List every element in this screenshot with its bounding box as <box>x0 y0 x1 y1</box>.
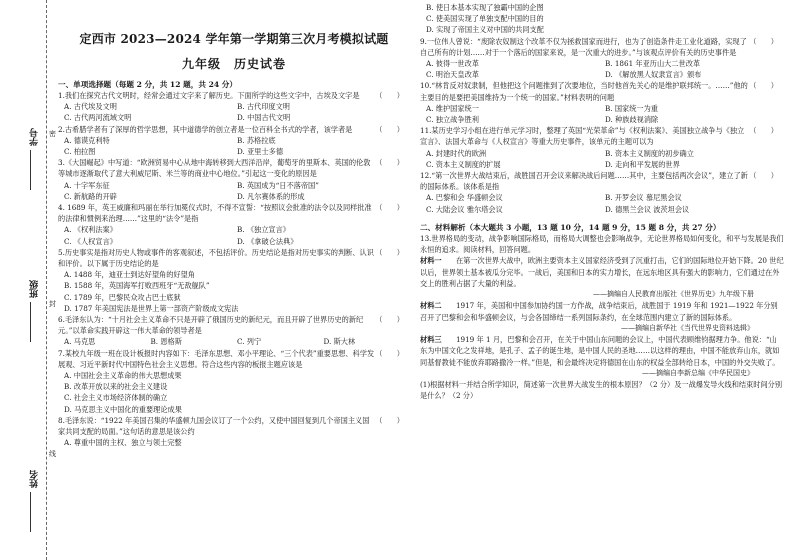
option-group <box>420 2 784 36</box>
answer-option[interactable]: D. 实现了帝国主义对中国的共同支配 <box>426 25 544 35</box>
seal-char-2: 封 <box>49 300 56 308</box>
answer-option[interactable]: A. 巴黎和会 华盛顿会议 <box>426 193 503 203</box>
left-column-body <box>58 79 410 449</box>
answer-option[interactable]: A. 彼得一世改革 <box>426 59 479 69</box>
question-text: (1)根据材料一并结合所学知识，简述第一次世界大战发生的根本原因？（2 分）及一战爆发导火线和结束时间分别是什么？（2 分） <box>420 379 783 401</box>
option-group <box>420 103 784 125</box>
answer-option[interactable]: A. 德谟克利特 <box>64 135 110 145</box>
question-stem <box>58 348 410 370</box>
question-stem <box>420 170 784 192</box>
answer-option[interactable]: D. 中国古代文明 <box>237 113 291 123</box>
answer-option[interactable]: B. 资本主义制度的初步确立 <box>605 148 694 158</box>
answer-option[interactable]: C. 明治天皇改革 <box>426 70 479 80</box>
right-column <box>420 2 784 401</box>
answer-option[interactable]: C. 大陆会议 雅尔塔会议 <box>426 204 503 214</box>
answer-option[interactable]: D. 斯大林 <box>323 337 356 347</box>
question-text: 4. 1689 年，英王威廉和玛丽在举行加冕仪式时，不得不宣誓：“按照议会批准的法令以及同样批准的法律和惯例来治理……”这里的“法令”是指 <box>58 203 372 224</box>
question-text: 8.毛泽东说：“1922 年美国召集的华盛顿九国会议订了一个公约，又使中国回复到几个帝国主义国家共同支配的局面。”这句话的意思是该公约 <box>58 415 370 437</box>
answer-option[interactable]: C. 柏拉图 <box>64 147 96 157</box>
material-label: 材料二 <box>420 301 442 311</box>
answer-paren[interactable]: （ ） <box>749 81 778 91</box>
answer-option[interactable]: D. 马克思主义中国化的重要理论成果 <box>64 404 182 414</box>
left-column <box>58 0 410 449</box>
right-column-body <box>420 2 784 401</box>
answer-option[interactable]: D. 亚里士多德 <box>237 147 284 157</box>
answer-option[interactable]: A. 马克思 <box>64 337 96 347</box>
question-text: 5.历史事实是指对历史人物或事件的客观叙述，不包括评价。历史结论是指对历史事实的判断、认识和评价。以下属于历史结论的是 <box>58 247 374 269</box>
question-stem <box>420 80 784 102</box>
answer-option[interactable]: D. 1787 年美国宪法是世界上第一部资产阶级成文宪法 <box>64 303 239 313</box>
answer-paren[interactable]: （ ） <box>375 158 404 168</box>
material-text: 在第一次世界大战中，欧洲主要资本主义国家经济受到了沉重打击，它们的国际地位开始下降。20 世纪以后，世界领土基本被瓜分完毕。一战后，美国和日本的实力增长，在远东地区具有强大的影响力，它们通过在外交上的胜利占据了大量的利益。 <box>420 256 784 289</box>
answer-option[interactable]: B. 古代印度文明 <box>237 102 290 112</box>
answer-option[interactable]: C. 资本主义制度的扩展 <box>426 159 501 169</box>
answer-option[interactable]: A. 古代埃及文明 <box>64 102 117 112</box>
answer-option[interactable]: C. 新航路的开辟 <box>64 191 117 201</box>
option-group <box>58 336 410 347</box>
answer-option[interactable]: B. 开罗会议 慕尼黑会议 <box>605 193 682 203</box>
material-source: ——摘编自新华社《当代世界史资料选辑》 <box>621 323 754 332</box>
answer-paren[interactable]: （ ） <box>749 171 778 181</box>
question-text: 10.“林肯反对奴隶制，但他把这个问题推到了次要地位，当时他首先关心的是维护联邦统一。……”他的主要目的是要把美国维持为一个统一的国家。”材料表明的问题 <box>420 81 748 102</box>
question-text: 1.我们在探究古代文明时，经常会通过文字来了解历史。下面所学的这些文字中，古埃及文字是 <box>58 91 360 100</box>
question-stem <box>420 36 784 58</box>
question-stem <box>420 125 784 147</box>
material-text: 1919 年 1 月，巴黎和会召开，在关于中国山东问题的会议上，中国代表顾维钧据理力争。他说：“山东为中国文化之发祥地，是孔子、孟子的诞生地，是中国人民的圣地……以这样的理由，中国不能放弃山东，就如同基督教徒不能放弃耶路撒冷一样。”但是，和会最终决定将德国在山东的权益全部转给日本，中国的外交失败了。 <box>420 334 780 367</box>
question-text: 3.《大国崛起》中写道：“欧洲贸易中心从地中海转移到大西洋沿岸，葡萄牙的里斯本、英国的伦敦等城市逐渐取代了意大利威尼斯、米兰等的商业中心地位。”引起这一变化的原因是 <box>58 158 371 179</box>
answer-option[interactable]: A. 中国社会主义革命的伟大思想成果 <box>64 371 182 381</box>
option-group <box>58 135 410 157</box>
class-label: 班级 <box>30 280 40 298</box>
question-text: 2.古希腊学者有了深厚的哲学思想，其中道德学的创立者是一位百科全书式的学者，该学者是 <box>58 124 353 134</box>
answer-option[interactable]: A. 封建时代的欧洲 <box>426 148 487 158</box>
answer-option[interactable]: D. 德黑兰会议 波茨坦会议 <box>605 204 690 214</box>
question-stem <box>58 247 410 269</box>
option-group <box>58 224 410 246</box>
material-label: 材料三 <box>420 334 442 344</box>
answer-option[interactable]: B. 国家统一为重 <box>605 103 658 113</box>
answer-option[interactable]: B. 《独立宣言》 <box>237 225 290 235</box>
question-text: 12.“第一次世界大战结束后，战胜国召开会议来解决战后问题……其中，主要包括两次会议”，建立了新的国际体系。该体系是指 <box>420 171 748 192</box>
option-group <box>58 180 410 202</box>
answer-option[interactable]: B. 英国成为“日不落帝国” <box>237 180 319 190</box>
answer-option[interactable]: A. 十字军东征 <box>64 180 110 190</box>
answer-option[interactable]: B. 苏格拉底 <box>237 135 276 145</box>
answer-option[interactable]: B. 1861 年亚历山大二世改革 <box>605 59 701 69</box>
answer-option[interactable]: B. 1588 年，英国海军打败西班牙“无敌舰队” <box>64 281 210 291</box>
student-id-blank[interactable] <box>30 150 31 190</box>
question-stem <box>58 202 410 224</box>
answer-option[interactable]: B. 使日本基本实现了独霸中国的企图 <box>426 3 544 12</box>
answer-paren[interactable]: （ ） <box>375 124 404 134</box>
option-group <box>58 101 410 123</box>
material-paragraph <box>420 255 784 289</box>
question-stem <box>58 415 410 437</box>
answer-option[interactable]: D. 凡尔赛体系的形成 <box>237 191 305 201</box>
exam-subtitle: 九年级 历史试卷 <box>181 57 286 71</box>
option-group <box>420 58 784 80</box>
material-text: 1917 年，美国和中国参加协约国一方作战，战争结束后，战胜国于 1919 年和 1921—1922 年分别召开了巴黎和会和华盛顿会议，与会各国缔结一系列国际条约，在全球范围内建立了新的国际体系。 <box>420 301 778 322</box>
answer-option[interactable]: B. 恩格斯 <box>150 337 182 347</box>
seal-char-3: 线 <box>49 450 56 458</box>
option-group <box>58 370 410 415</box>
answer-option[interactable]: C. 列宁 <box>237 337 262 347</box>
question-text: 6.毛泽东认为：“十月社会主义革命不只是开辟了俄国历史的新纪元，而且开辟了世界历史的新纪元。”以革命实践开辟这一伟大革命的领导者是 <box>58 315 364 336</box>
answer-option[interactable]: B. 改革开放以来的社会主义建设 <box>64 382 168 392</box>
question-text: 11.某历史学习小组在进行单元学习时，整理了英国“光荣革命”与《权利法案》、美国独立战争与《独立宣言》、法国大革命与《人权宣言》等重大历史事件，该单元的主题可以为 <box>420 126 745 147</box>
name-label: 姓名 <box>30 470 40 488</box>
question-stem <box>58 90 410 101</box>
student-id-label: 学号 <box>30 128 40 146</box>
answer-option[interactable]: D. 《解放黑人奴隶宣言》颁布 <box>605 70 702 80</box>
name-blank[interactable] <box>30 492 31 532</box>
exam-title: 定西市 2023—2024 学年第一学期第三次月考模拟试题 <box>79 32 389 46</box>
question-stem <box>420 379 784 401</box>
answer-paren[interactable]: （ ） <box>375 415 404 425</box>
answer-option[interactable]: A. 《权利法案》 <box>64 225 117 235</box>
option-group <box>58 437 410 448</box>
answer-paren[interactable]: （ ） <box>375 203 404 213</box>
question-stem <box>58 157 410 179</box>
question-stem <box>58 124 410 135</box>
material-text: 13.世界格局的变动，战争影响国际格局，而格局大调整也会影响战争，无论世界格局如何变化，和平与发展是我们永恒的追求。阅读材料，回答问题。 <box>420 233 784 255</box>
material-source: ——摘编自人民教育出版社《世界历史》九年级下册 <box>593 290 754 299</box>
option-group <box>420 148 784 170</box>
answer-option[interactable]: D. 种族歧视消除 <box>605 115 659 125</box>
section-heading: 二、材料解析（本大题共 3 小题，13 题 10 分，14 题 9 分，15 题 8 分，共 27 分） <box>420 222 721 232</box>
answer-option[interactable]: A. 1488 年，迪亚士到达好望角的好望角 <box>64 270 195 280</box>
material-label: 材料一 <box>420 256 442 266</box>
answer-paren[interactable]: （ ） <box>375 315 404 325</box>
answer-paren[interactable]: （ ） <box>749 126 778 136</box>
material-paragraph <box>420 300 784 323</box>
binding-strip <box>0 0 56 560</box>
material-paragraph <box>420 334 784 368</box>
question-text: 9.一位伟人曾说：“废除农奴制这个改革不仅为拯救国家而进行，也为了创造条件走工业化道路，实现了自己所有的计划……对于一个落后的国家来说，是一次重大的进步。”与该观点评价有关的历史事件是 <box>420 36 747 57</box>
answer-option[interactable]: D. 走向和平发展的世界 <box>605 159 680 169</box>
section-heading: 一、单项选择题（每题 2 分，共 12 题，共 24 分） <box>58 80 237 89</box>
seal-dashed-line <box>46 0 47 560</box>
answer-option[interactable]: C. 社会主义市场经济体制的确立 <box>64 393 168 403</box>
question-text: 7.某校九年级一班在设计板报时内容如下：毛泽东思想、邓小平理论、“三个代表”重要思想、科学发展观、习近平新时代中国特色社会主义思想。符合这些内容的板报主题应该是 <box>58 348 375 369</box>
material-source: ——摘编自李新总编《中华民国史》 <box>642 368 754 377</box>
question-stem <box>58 314 410 336</box>
answer-paren[interactable]: （ ） <box>375 91 404 100</box>
answer-option[interactable]: D. 《拿破仑法典》 <box>237 236 298 246</box>
seal-char-1: 密 <box>49 130 56 138</box>
option-group <box>420 192 784 214</box>
answer-paren[interactable]: （ ） <box>749 36 778 46</box>
answer-option[interactable]: A. 维护国家统一 <box>426 103 479 113</box>
material-paragraph <box>420 233 784 256</box>
answer-option[interactable]: A. 尊重中国的主权、独立与领土完整 <box>64 438 182 448</box>
answer-option[interactable]: C. 《人权宣言》 <box>64 236 117 246</box>
answer-option[interactable]: C. 独立战争胜利 <box>426 115 479 125</box>
answer-option[interactable]: C. 使美国实现了单独支配中国的目的 <box>426 14 544 24</box>
answer-paren[interactable]: （ ） <box>375 247 404 257</box>
answer-option[interactable]: C. 古代两河流域文明 <box>64 113 132 123</box>
answer-option[interactable]: C. 1789 年，巴黎民众攻占巴士底狱 <box>64 292 181 302</box>
class-blank[interactable] <box>30 302 31 342</box>
option-group <box>58 269 410 314</box>
answer-paren[interactable]: （ ） <box>375 348 404 358</box>
